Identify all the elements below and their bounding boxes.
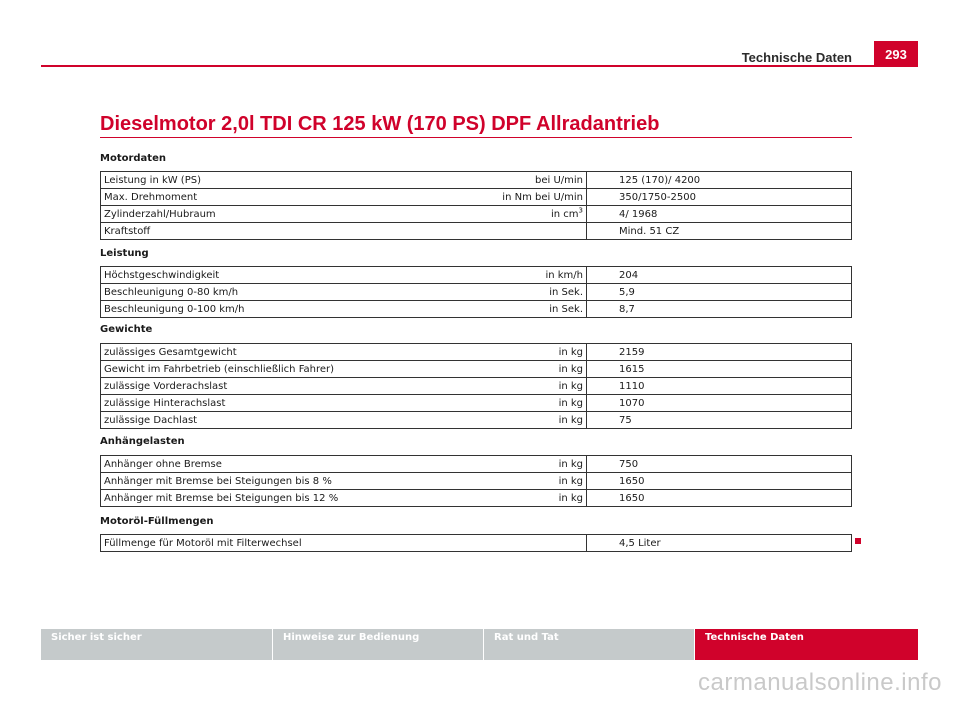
row-unit: in kg [480, 412, 587, 429]
row-value: 75 [587, 412, 852, 429]
row-value: 1650 [587, 473, 852, 490]
row-value: 1110 [587, 378, 852, 395]
table-row [101, 189, 852, 206]
section-leistung [100, 248, 852, 318]
footer-tab-sicher[interactable]: Sicher ist sicher [41, 629, 273, 660]
row-label: zulässige Hinterachslast [101, 395, 481, 412]
row-unit: in kg [480, 344, 587, 361]
section-title: Leistung [100, 248, 149, 259]
section-motoroel [100, 516, 852, 552]
page-number: 293 [874, 41, 918, 67]
row-label: Zylinderzahl/Hubraum [101, 206, 481, 223]
row-label: Leistung in kW (PS) [101, 172, 481, 189]
section-title: Gewichte [100, 324, 153, 335]
row-value: 125 (170)/ 4200 [587, 172, 852, 189]
row-label: Beschleunigung 0-80 km/h [101, 284, 481, 301]
spec-table [100, 266, 852, 318]
header-rule [41, 65, 918, 67]
row-unit: in Sek. [480, 284, 587, 301]
row-value: 1615 [587, 361, 852, 378]
row-unit: in kg [480, 473, 587, 490]
footer-tab-bedienung[interactable]: Hinweise zur Bedienung [273, 629, 484, 660]
spec-table [100, 343, 852, 429]
row-unit [480, 535, 587, 552]
row-unit: in km/h [480, 267, 587, 284]
table-row [101, 206, 852, 223]
table-row [101, 412, 852, 429]
footer-nav [41, 629, 918, 660]
header-title: Technische Daten [741, 50, 852, 65]
row-value: 2159 [587, 344, 852, 361]
row-unit [480, 223, 587, 240]
table-row [101, 223, 852, 240]
row-label: Max. Drehmoment [101, 189, 481, 206]
table-row [101, 490, 852, 507]
row-unit: in kg [480, 361, 587, 378]
table-row [101, 395, 852, 412]
row-unit: in $cm^3$ [480, 206, 587, 223]
row-value: 5,9 [587, 284, 852, 301]
table-row [101, 284, 852, 301]
row-label: Höchstgeschwindigkeit [101, 267, 481, 284]
row-value: 8,7 [587, 301, 852, 318]
row-unit: bei U/min [480, 172, 587, 189]
table-row [101, 535, 852, 552]
table-row [101, 301, 852, 318]
footer-tab-rat[interactable]: Rat und Tat [484, 629, 695, 660]
row-label: Anhänger mit Bremse bei Steigungen bis 8 % [101, 473, 481, 490]
row-label: zulässiges Gesamtgewicht [101, 344, 481, 361]
table-row [101, 378, 852, 395]
section-title: Motordaten [100, 153, 166, 164]
row-value: 1650 [587, 490, 852, 507]
table-row [101, 267, 852, 284]
row-label: Kraftstoff [101, 223, 481, 240]
row-label: Füllmenge für Motoröl mit Filterwechsel [101, 535, 481, 552]
row-label: zulässige Dachlast [101, 412, 481, 429]
row-value: 1070 [587, 395, 852, 412]
row-unit: in Sek. [480, 301, 587, 318]
row-value: 350/1750-2500 [587, 189, 852, 206]
watermark: carmanualsonline.info [698, 669, 942, 696]
row-unit: in kg [480, 378, 587, 395]
section-anhaengelasten [100, 436, 852, 507]
row-unit: in kg [480, 490, 587, 507]
table-row [101, 473, 852, 490]
row-value: 4,5 Liter [587, 535, 852, 552]
row-label: Anhänger ohne Bremse [101, 456, 481, 473]
table-row [101, 344, 852, 361]
row-value: 750 [587, 456, 852, 473]
section-gewichte [100, 324, 852, 429]
spec-table [100, 171, 852, 240]
row-label: Beschleunigung 0-100 km/h [101, 301, 481, 318]
table-row [101, 172, 852, 189]
section-title: Motoröl-Füllmengen [100, 516, 214, 527]
title-rule [100, 137, 852, 138]
section-motordaten [100, 153, 852, 240]
footer-tab-technische-daten[interactable]: Technische Daten [695, 629, 918, 660]
end-marker-icon [855, 538, 861, 544]
table-row [101, 456, 852, 473]
page-title: Dieselmotor 2,0l TDI CR 125 kW (170 PS) DPF Allradantrieb [100, 113, 660, 135]
spec-table [100, 534, 852, 552]
row-value: 4/ 1968 [587, 206, 852, 223]
row-label: Anhänger mit Bremse bei Steigungen bis 12 % [101, 490, 481, 507]
row-value: Mind. 51 CZ [587, 223, 852, 240]
row-label: Gewicht im Fahrbetrieb (einschließlich Fahrer) [101, 361, 481, 378]
row-label: zulässige Vorderachslast [101, 378, 481, 395]
spec-table [100, 455, 852, 507]
table-row [101, 361, 852, 378]
section-title: Anhängelasten [100, 436, 185, 447]
row-unit: in kg [480, 395, 587, 412]
row-value: 204 [587, 267, 852, 284]
row-unit: in kg [480, 456, 587, 473]
row-unit: in Nm bei U/min [480, 189, 587, 206]
